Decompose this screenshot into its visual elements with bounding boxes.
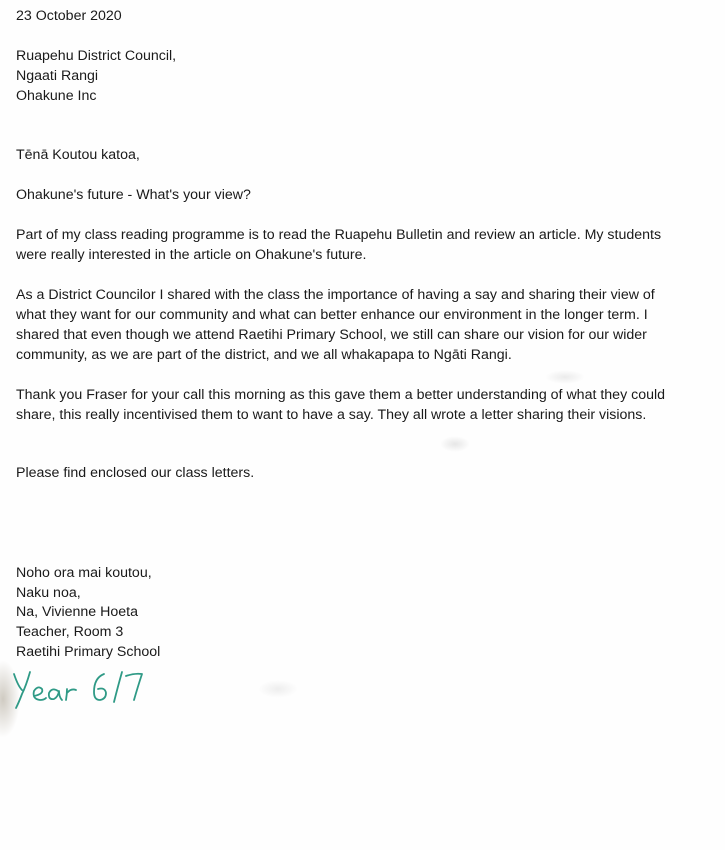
signoff-line: Na, Vivienne Hoeta: [16, 604, 138, 620]
subject-line: Ohakune's future - What's your view?: [16, 187, 251, 203]
paragraph-line: what they want for our community and what can better enhance our environment in the longer term. I: [16, 307, 648, 323]
signoff-line: Noho ora mai koutou,: [16, 565, 152, 581]
paragraph-line: community, as we are part of the district, and we all whakapapa to Ngāti Rangi.: [16, 347, 512, 363]
paragraph: [16, 285, 716, 365]
recipient-line: Ngaati Rangi: [16, 68, 99, 84]
paragraph-line: As a District Councilor I shared with the class the importance of having a say and sharing their view of: [16, 287, 655, 303]
paragraph-line: were really interested in the article on Ohakune's future.: [16, 247, 367, 263]
paragraph: [16, 225, 716, 265]
paragraph-line: Part of my class reading programme is to read the Ruapehu Bulletin and review an article. My students: [16, 227, 662, 243]
signoff-line: Naku noa,: [16, 585, 81, 601]
signoff-line: Teacher, Room 3: [16, 624, 124, 640]
signoff-line: Raetihi Primary School: [16, 644, 161, 660]
paper-stain: [258, 680, 298, 698]
paper-stain: [545, 370, 585, 384]
paragraph-line: share, this really incentivised them to want to have a say. They all wrote a letter sharing their visions.: [16, 407, 647, 423]
paragraph-line: Thank you Fraser for your call this morning as this gave them a better understanding of what they could: [16, 387, 666, 403]
paragraph-line: shared that even though we attend Raetihi Primary School, we still can share our vision for our wider: [16, 327, 647, 343]
handwritten-note: [10, 666, 160, 712]
recipient-line: Ohakune Inc: [16, 88, 97, 104]
paragraph: [16, 385, 716, 425]
recipient-line: Ruapehu District Council,: [16, 48, 177, 64]
paper-stain: [440, 436, 470, 452]
letter-date: 23 October 2020: [16, 8, 122, 24]
greeting: Tēnā Koutou katoa,: [16, 147, 140, 163]
enclosure-note: Please find enclosed our class letters.: [16, 465, 255, 481]
